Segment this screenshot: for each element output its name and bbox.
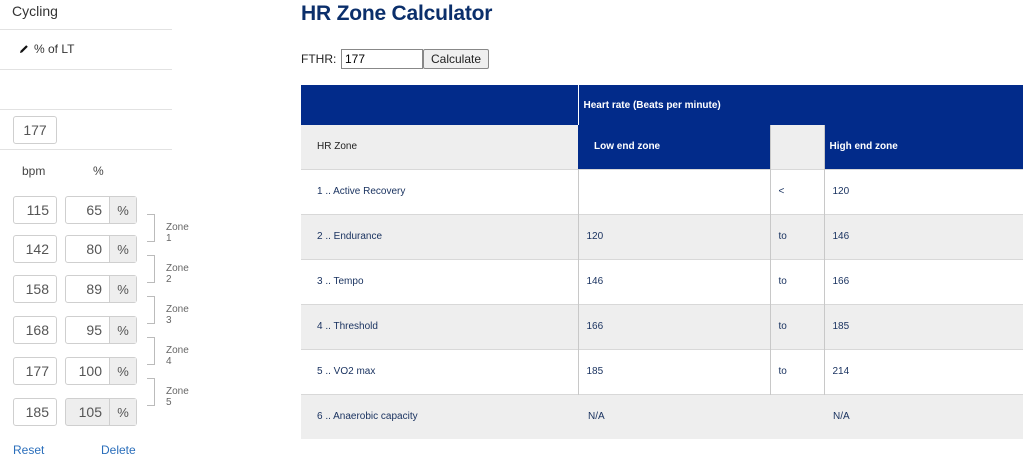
zone-label: Zone 3 <box>166 304 189 326</box>
low-end-header: Low end zone <box>578 125 770 169</box>
bpm-value: 115 <box>26 202 49 218</box>
table-row <box>301 304 1023 349</box>
percent-value: 100 <box>78 363 102 379</box>
bpm-value: 168 <box>25 322 49 338</box>
percent-value: 65 <box>86 202 102 218</box>
zone-bracket <box>147 378 155 406</box>
percent-suffix: % <box>109 276 136 302</box>
table-row <box>301 394 1023 439</box>
high-end-value: 146 <box>824 214 1023 259</box>
zone-bracket <box>147 337 155 365</box>
header-gap <box>770 125 824 169</box>
zone-label: Zone 5 <box>166 386 189 408</box>
high-end-value: 185 <box>824 304 1023 349</box>
range-separator: < <box>770 169 824 214</box>
zone-percent-input[interactable] <box>65 196 137 224</box>
zone-percent-input[interactable] <box>65 398 137 426</box>
hr-zone-table <box>301 85 1023 439</box>
zone-name: 1 .. Active Recovery <box>317 186 406 197</box>
percent-value: 80 <box>86 241 102 257</box>
zone-label: Zone 1 <box>166 222 189 244</box>
percent-suffix: % <box>109 317 136 343</box>
zone-name: 3 .. Tempo <box>317 276 364 287</box>
zone-percent-input[interactable] <box>65 275 137 303</box>
pencil-icon <box>18 43 30 55</box>
bpm-value: 142 <box>25 241 49 257</box>
range-separator: to <box>770 259 824 304</box>
fthr-input[interactable] <box>341 49 423 69</box>
bpm-value: 185 <box>25 404 49 420</box>
threshold-value: 177 <box>23 122 47 138</box>
divider <box>0 149 172 150</box>
zone-bpm-input[interactable] <box>13 235 57 263</box>
table-row <box>301 259 1023 304</box>
percent-value: 105 <box>78 404 102 420</box>
table-header-spacer <box>301 85 578 125</box>
high-end-value: 166 <box>824 259 1023 304</box>
zone-bpm-input[interactable] <box>13 357 57 385</box>
threshold-input[interactable] <box>13 116 57 144</box>
low-end-value: 166 <box>578 304 770 349</box>
heart-rate-group-header: Heart rate (Beats per minute) <box>578 85 1023 125</box>
high-end-value: N/A <box>833 411 850 423</box>
zone-name: 4 .. Threshold <box>317 321 378 332</box>
zone-name: 5 .. VO2 max <box>317 366 376 377</box>
reset-link[interactable]: Reset <box>13 443 45 457</box>
table-group-header-row <box>301 85 1023 125</box>
divider <box>0 109 172 110</box>
zone-bpm-input[interactable] <box>13 316 57 344</box>
zone-settings-panel <box>0 0 189 472</box>
zone-bpm-input[interactable] <box>13 275 57 303</box>
bpm-value: 158 <box>25 281 49 297</box>
low-end-value: 146 <box>578 259 770 304</box>
table-row <box>301 349 1023 394</box>
sport-name: Cycling <box>12 3 58 19</box>
range-separator: to <box>770 304 824 349</box>
delete-link[interactable]: Delete <box>101 443 136 457</box>
zone-label: Zone 4 <box>166 345 189 367</box>
low-end-value: 185 <box>578 349 770 394</box>
percent-suffix: % <box>109 236 136 262</box>
high-end-value: 120 <box>824 169 1023 214</box>
zone-bracket <box>147 255 155 283</box>
divider <box>0 69 172 70</box>
low-end-value: N/A <box>588 411 605 423</box>
zone-name: 6 .. Anaerobic capacity <box>317 411 418 423</box>
zone-bracket <box>147 214 155 242</box>
hr-zone-header: HR Zone <box>301 125 578 169</box>
zone-percent-input[interactable] <box>65 235 137 263</box>
high-end-value: 214 <box>824 349 1023 394</box>
percent-suffix: % <box>109 358 136 384</box>
zone-name: 2 .. Endurance <box>317 231 383 242</box>
zone-label: Zone 2 <box>166 263 189 285</box>
range-separator: to <box>770 349 824 394</box>
percent-suffix: % <box>109 197 136 223</box>
zone-bracket <box>147 296 155 324</box>
zone-percent-input[interactable] <box>65 316 137 344</box>
range-separator: to <box>770 214 824 259</box>
bpm-value: 177 <box>25 363 49 379</box>
mode-label: % of LT <box>34 42 75 56</box>
fthr-label: FTHR: <box>301 52 337 66</box>
range-separator <box>770 394 824 439</box>
mode-selector[interactable] <box>18 42 74 56</box>
page-title: HR Zone Calculator <box>301 2 493 25</box>
calculate-button[interactable]: Calculate <box>423 49 489 69</box>
zone-bpm-input[interactable] <box>13 398 57 426</box>
zone-percent-input[interactable] <box>65 357 137 385</box>
zone-bpm-input[interactable] <box>13 196 57 224</box>
table-row <box>301 169 1023 214</box>
percent-column-header: % <box>93 164 104 178</box>
high-end-header: High end zone <box>824 125 1023 169</box>
low-end-value: 120 <box>578 214 770 259</box>
low-end-value <box>578 169 770 214</box>
bpm-column-header: bpm <box>22 164 46 178</box>
divider <box>0 29 172 30</box>
percent-value: 95 <box>86 322 102 338</box>
table-row <box>301 214 1023 259</box>
table-column-header-row <box>301 125 1023 169</box>
percent-suffix: % <box>109 399 136 425</box>
percent-value: 89 <box>86 281 102 297</box>
